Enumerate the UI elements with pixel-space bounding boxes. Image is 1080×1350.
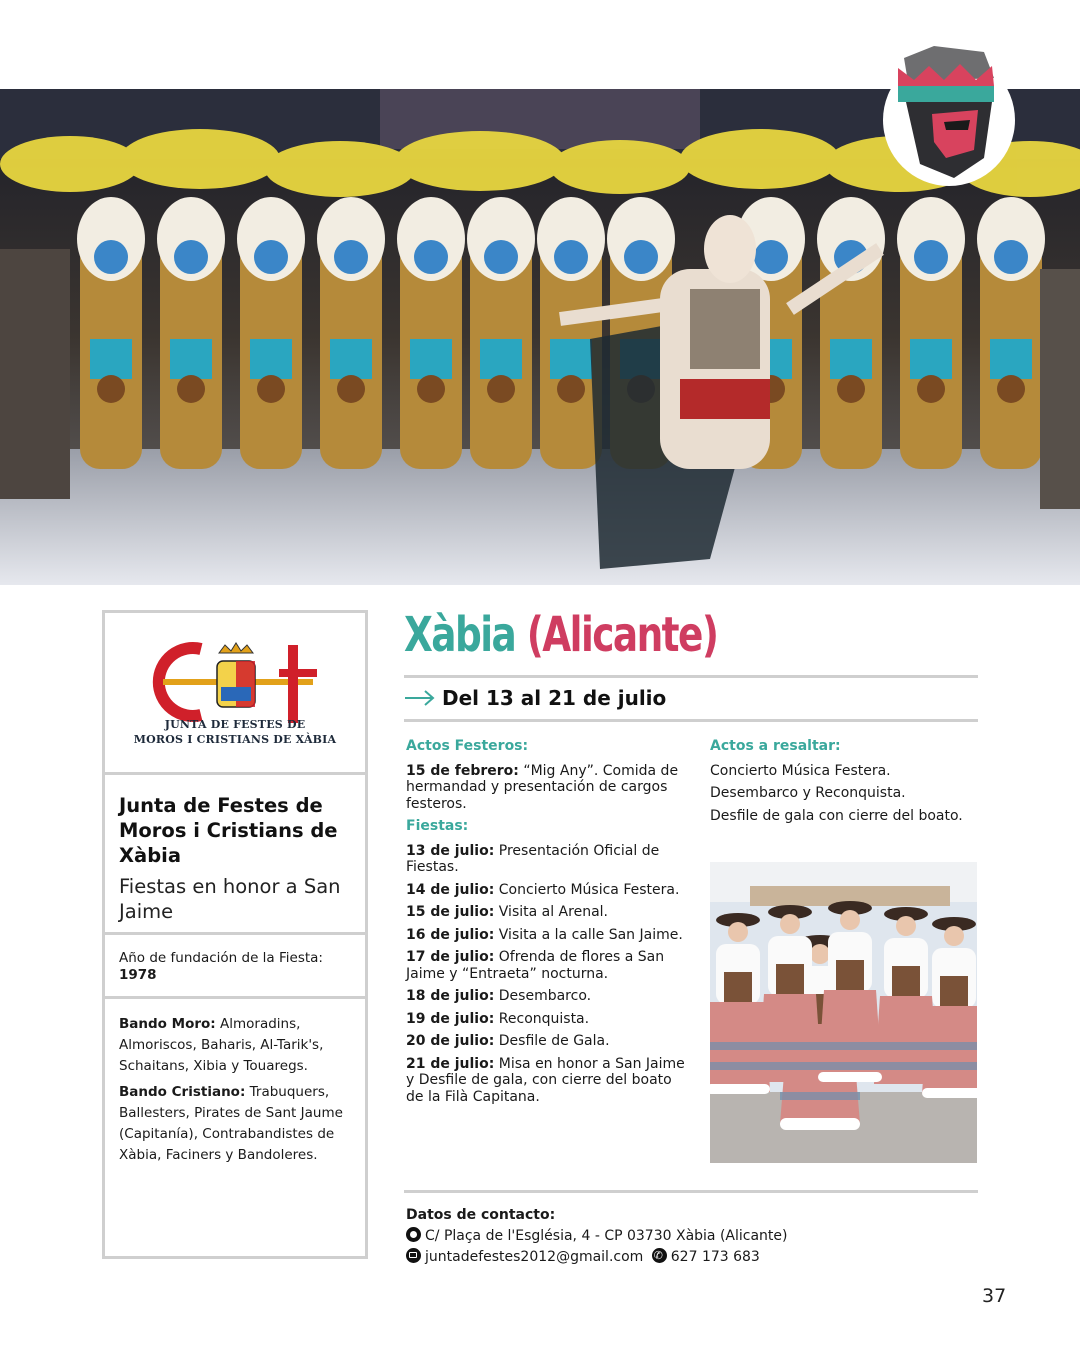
phone-icon xyxy=(652,1248,667,1263)
event-text: Desembarco. xyxy=(498,988,592,1004)
event-text: Concierto Música Festera. xyxy=(498,881,680,898)
dancers-photo-illustration xyxy=(710,862,977,1163)
title-province: (Alicante) xyxy=(526,607,718,663)
dancers-photo xyxy=(710,862,977,1163)
title-town: Xàbia xyxy=(404,607,516,663)
event-item xyxy=(406,1033,686,1050)
event-date: 17 de julio: xyxy=(406,949,495,965)
event-date: 16 de julio: xyxy=(406,926,495,943)
actos-festeros-heading: Actos Festeros: xyxy=(406,738,529,754)
band-text: Trabuquers, Ballesters, Pirates de Sant Jaume (Capitanía), Contrabandistes de Xàbia, Faciners y Bandoleres. xyxy=(119,1084,343,1163)
location-pin-icon xyxy=(406,1227,421,1242)
event-item xyxy=(406,927,686,944)
event-date: 15 de febrero: xyxy=(406,762,519,779)
band-moro xyxy=(119,1014,351,1077)
contact-heading: Datos de contacto: xyxy=(406,1207,556,1223)
fiestas-heading: Fiestas: xyxy=(406,818,469,834)
event-date: 20 de julio: xyxy=(406,1033,495,1049)
highlight-item: Concierto Música Festera. xyxy=(710,762,891,779)
logo-text-line1: JUNTA DE FESTES DE xyxy=(164,718,306,731)
band-text: Almoradins, Almoriscos, Baharis, Al-Tarik's, Schaitans, Xibia y Touaregs. xyxy=(119,1016,324,1074)
contact-address-row xyxy=(406,1226,986,1247)
event-item xyxy=(406,904,686,921)
event-text: Visita a la calle San Jaime. xyxy=(498,926,683,943)
organization-section xyxy=(105,775,365,935)
page-number: 37 xyxy=(982,1285,1007,1307)
highlight-item: Desembarco y Reconquista. xyxy=(710,785,906,801)
festival-dates: Del 13 al 21 de julio xyxy=(442,686,667,710)
event-date: 19 de julio: xyxy=(406,1010,495,1027)
organization-box xyxy=(102,610,368,1259)
title-divider xyxy=(404,675,978,678)
event-item xyxy=(406,1011,686,1028)
event-item xyxy=(406,763,686,813)
contact-divider xyxy=(404,1190,978,1193)
contact-section xyxy=(406,1205,986,1268)
event-text: Ofrenda de flores a San Jaime y “Entraeta” nocturna. xyxy=(406,949,665,982)
page-title xyxy=(404,600,717,670)
events-column xyxy=(406,738,686,1111)
logo-text-line2: MOROS I CRISTIANS DE XÀBIA xyxy=(133,733,337,746)
actos-resaltar-heading: Actos a resaltar: xyxy=(710,738,841,754)
contact-address: C/ Plaça de l'Església, 4 - CP 03730 Xàbia (Alicante) xyxy=(425,1228,788,1244)
event-date: 18 de julio: xyxy=(406,988,495,1004)
organization-name: Junta de Festes de Moros i Cristians de Xàbia xyxy=(119,794,338,867)
dates-row xyxy=(404,683,666,713)
event-date: 14 de julio: xyxy=(406,881,495,898)
arrow-right-icon xyxy=(404,690,436,706)
logo-section xyxy=(105,613,365,775)
band-label: Bando Cristiano: xyxy=(119,1084,246,1100)
event-item xyxy=(406,1056,686,1106)
contact-phone[interactable]: 627 173 683 xyxy=(670,1249,760,1265)
event-item xyxy=(406,988,686,1005)
band-cristiano xyxy=(119,1082,351,1166)
event-date: 15 de julio: xyxy=(406,904,495,920)
band-label: Bando Moro: xyxy=(119,1016,216,1032)
event-item xyxy=(406,882,686,899)
event-text: Reconquista. xyxy=(498,1010,590,1027)
founding-section xyxy=(105,935,365,999)
event-text: Misa en honor a San Jaime y Desfile de gala, con cierre del boato de la Filà Capitana. xyxy=(406,1055,685,1105)
bands-section xyxy=(105,999,365,1166)
founding-label: Año de fundación de la Fiesta: xyxy=(119,950,323,966)
event-text: Visita al Arenal. xyxy=(498,904,608,920)
event-item xyxy=(406,843,686,876)
event-text: Desfile de Gala. xyxy=(498,1033,610,1049)
envelope-icon xyxy=(406,1248,421,1263)
highlight-item: Desfile de gala con cierre del boato. xyxy=(710,807,963,824)
junta-logo-icon xyxy=(105,631,371,731)
event-date: 13 de julio: xyxy=(406,842,495,859)
event-item xyxy=(406,949,686,982)
highlights-column xyxy=(710,738,978,830)
contact-email-phone-row xyxy=(406,1247,986,1268)
king-mascot-icon xyxy=(874,38,1024,188)
founding-year: 1978 xyxy=(119,967,157,983)
event-date: 21 de julio: xyxy=(406,1055,495,1072)
contact-email[interactable]: juntadefestes2012@gmail.com xyxy=(425,1249,644,1265)
organization-subtitle: Fiestas en honor a San Jaime xyxy=(119,875,341,923)
event-text: “Mig Any”. Comida de hermandad y presentación de cargos festeros. xyxy=(406,762,679,812)
dates-divider xyxy=(404,719,978,722)
event-text: Presentación Oficial de Fiestas. xyxy=(406,842,660,875)
